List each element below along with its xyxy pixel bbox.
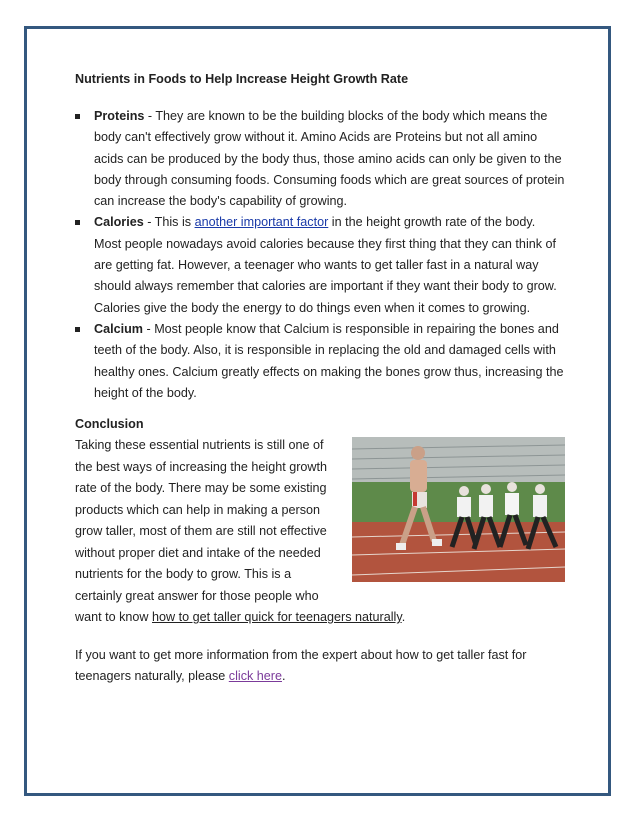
answer-text-post: .: [401, 610, 406, 625]
term-proteins: Proteins: [94, 109, 145, 123]
calories-text-post: in the height growth rate of the body. Most people nowadays avoid calories because they first thing that they can think of are getting fat. However, a teenager who wants to get taller fast in a natural way should always remember that calories are important if they want their body to grow. Calories give the body the energy to do things even when it comes to growing.: [94, 215, 557, 315]
conclusion-text: Taking these essential nutrients is still one of the best ways of increasing the height growth rate of the body. There may be some existing products which can help in making a person grow taller, most of them are still not effective without proper diet and intake of the needed nutrients for the body to grow.: [75, 438, 328, 582]
answer-text-pre: This is a certainly great answer for those people who want to know: [75, 567, 319, 625]
proteins-text: - They are known to be the building blocks of the body which means the body can't effectively grow without it. Amino Acids are Proteins but not all amino acids can be produced by the body thus, those amino acids can only be given to the body through consuming foods. Consuming foods which are great sources of protein can increase the body's capability of growing.: [94, 109, 565, 209]
list-item-calories: [75, 212, 565, 318]
closing-paragraph: [75, 645, 565, 688]
list-item-proteins: [75, 106, 565, 212]
important-factor-link[interactable]: another important factor: [194, 215, 329, 230]
click-here-link[interactable]: click here: [228, 669, 282, 684]
conclusion-heading: Conclusion: [75, 417, 144, 432]
conclusion-section: [75, 435, 565, 629]
document-body: [75, 68, 565, 688]
bullet-icon: [75, 220, 80, 225]
term-calcium: Calcium: [94, 321, 143, 336]
bullet-icon: [75, 114, 80, 119]
calcium-text: - Most people know that Calcium is responsible in repairing the bones and teeth of the body. Also, it is responsible in replacing the old and damaged cells with healthy ones. Calcium greatly effects on making the bones grow thus, increasing the height of the body.: [94, 321, 564, 400]
closing-text-pre: If you want to get more information from the expert about how to get taller fast for teenagers naturally, please: [75, 647, 527, 684]
closing-text-post: .: [282, 669, 286, 684]
term-calories: Calories: [94, 215, 144, 230]
nutrient-list: [75, 106, 565, 404]
list-item-calcium: [75, 319, 565, 404]
document-title: Nutrients in Foods to Help Increase Height Growth Rate: [75, 72, 409, 86]
calories-text-pre: - This is: [143, 215, 195, 230]
runners-photo: [352, 437, 565, 582]
how-to-get-taller-link[interactable]: how to get taller quick for teenagers naturally: [152, 610, 402, 625]
bullet-icon: [75, 327, 80, 332]
